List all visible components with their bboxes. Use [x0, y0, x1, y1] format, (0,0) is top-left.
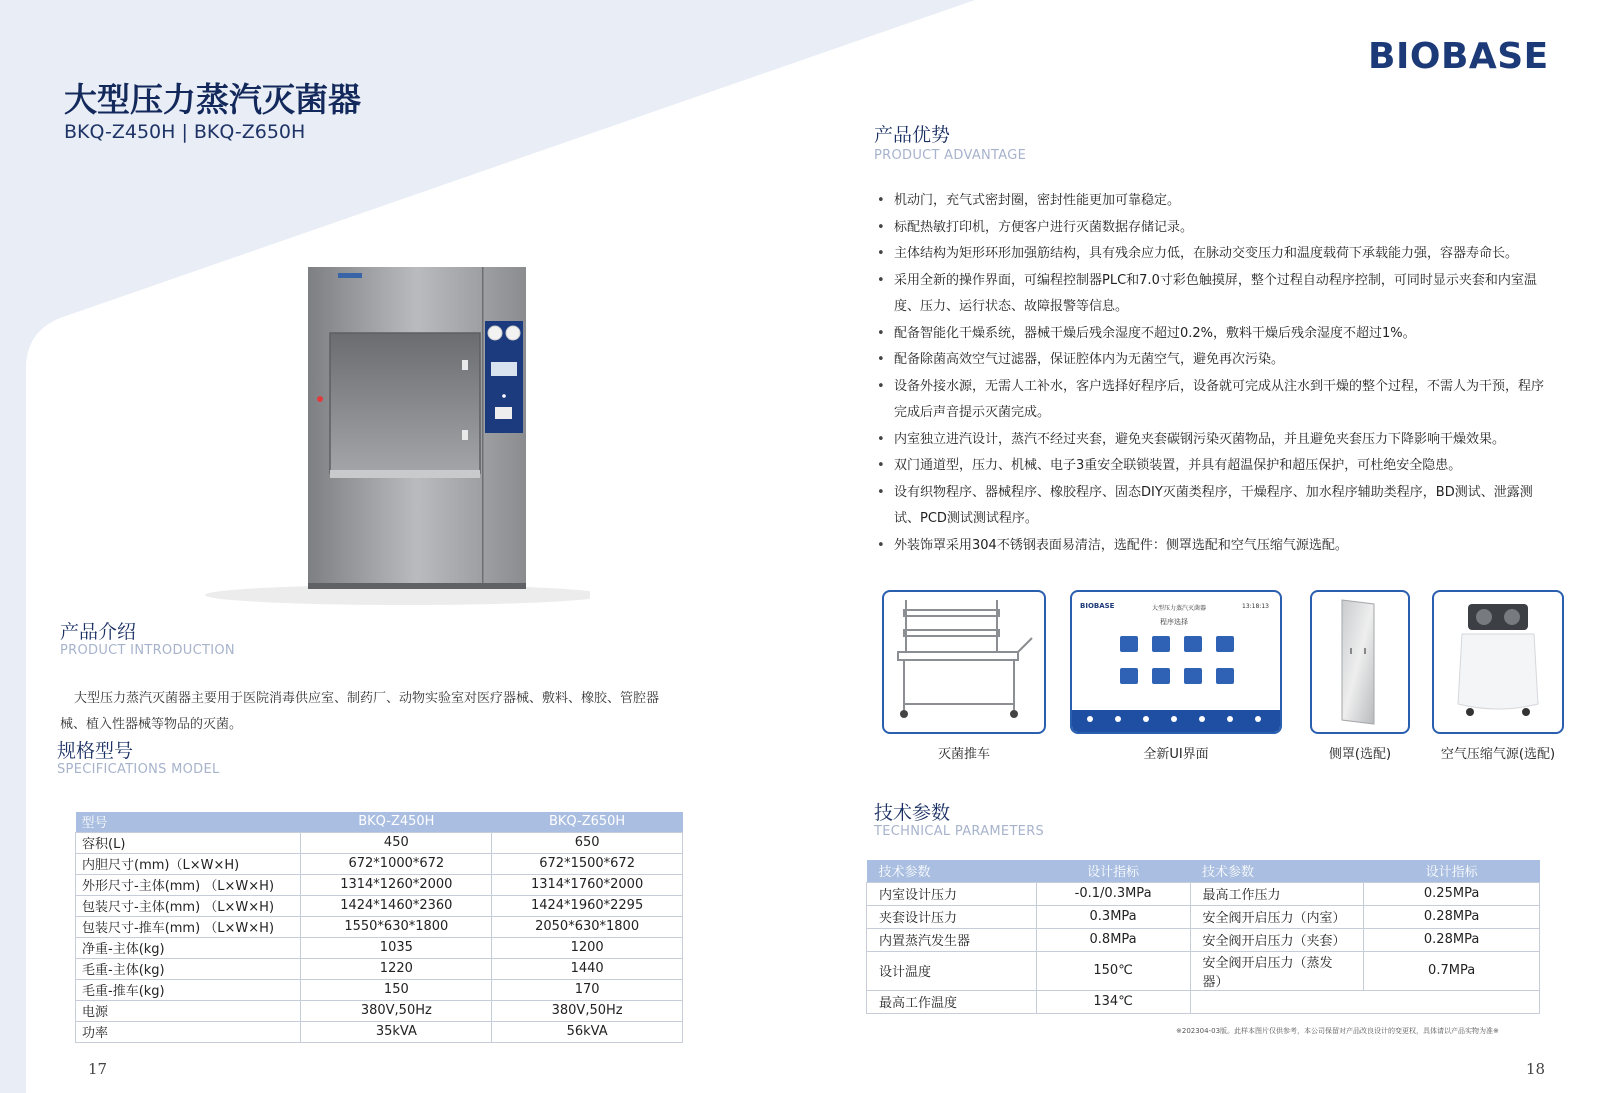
side-cover-card: [1310, 590, 1410, 734]
table-cell: 380V,50Hz: [301, 1000, 492, 1021]
table-cell: 安全阀开启压力（夹套）: [1190, 928, 1364, 951]
table-cell: 电源: [76, 1000, 301, 1021]
list-item: • 采用全新的操作界面，可编程控制器PLC和7.0寸彩色触摸屏，整个过程自动程序控制，可同时显示夹套和内室温度、压力、运行状态、故障报警等信息。: [874, 268, 1544, 321]
list-item: • 机动门，充气式密封圈，密封性能更加可靠稳定。: [874, 188, 1544, 215]
table-cell: 内胆尺寸(mm)（L×W×H): [76, 853, 301, 874]
ui-screen-card: [1070, 590, 1282, 734]
table-cell: -0.1/0.3MPa: [1036, 882, 1190, 905]
table-row: [76, 1021, 683, 1042]
tech-title: 技术参数: [874, 802, 951, 824]
table-row: [76, 937, 683, 958]
table-cell: 设计温度: [867, 951, 1037, 990]
table-cell-empty: [1190, 990, 1539, 1013]
table-row: [76, 916, 683, 937]
trolley-card: [882, 590, 1046, 734]
table-cell: 功率: [76, 1021, 301, 1042]
table-cell: 1314*1760*2000: [492, 874, 683, 895]
table-cell: 650: [492, 832, 683, 853]
table-cell: 夹套设计压力: [867, 905, 1037, 928]
tech-subtitle: TECHNICAL PARAMETERS: [874, 824, 1045, 839]
trolley-image: [884, 592, 1044, 732]
table-row: [867, 928, 1540, 951]
table-header-cell: 型号: [76, 812, 301, 832]
table-row: [76, 853, 683, 874]
ui-brand: BIOBASE: [1080, 602, 1115, 610]
specs-table: [75, 812, 683, 1043]
list-item: • 设有织物程序、器械程序、橡胶程序、固态DIY灭菌类程序，干燥程序、加水程序辅助类程序，BD测试、泄露测试、PCD测试测试程序。: [874, 480, 1544, 533]
table-cell: 1440: [492, 958, 683, 979]
table-cell: 1220: [301, 958, 492, 979]
side-cover-image: [1312, 592, 1408, 732]
list-item: • 设备外接水源，无需人工补水，客户选择好程序后，设备就可完成从注水到干燥的整个过程，不需人为干预，程序完成后声音提示灭菌完成。: [874, 374, 1544, 427]
table-cell: 170: [492, 979, 683, 1000]
table-cell: 150℃: [1036, 951, 1190, 990]
table-cell: 0.28MPa: [1364, 905, 1540, 928]
brand-logo: BIOBASE: [1368, 36, 1549, 77]
list-item: • 配备除菌高效空气过滤器，保证腔体内为无菌空气，避免再次污染。: [874, 347, 1544, 374]
list-item: • 配备智能化干燥系统，器械干燥后残余湿度不超过0.2%，敷料干燥后残余湿度不超过1%。: [874, 321, 1544, 348]
table-row: [76, 832, 683, 853]
table-cell: 134℃: [1036, 990, 1190, 1013]
table-cell: 1424*1460*2360: [301, 895, 492, 916]
table-cell: 毛重-主体(kg): [76, 958, 301, 979]
table-header-row: [76, 812, 683, 832]
table-cell: 1550*630*1800: [301, 916, 492, 937]
model-numbers: BKQ-Z450H | BKQ-Z650H: [64, 121, 306, 143]
sterilizer-image: [190, 265, 590, 615]
table-cell: 毛重-推车(kg): [76, 979, 301, 1000]
tech-table: [866, 860, 1540, 1014]
air-compressor-image: [1434, 592, 1562, 732]
table-cell: 安全阀开启压力（蒸发器）: [1190, 951, 1364, 990]
table-row: [76, 979, 683, 1000]
table-cell: 包装尺寸-推车(mm) （L×W×H): [76, 916, 301, 937]
list-item: • 外装饰罩采用304不锈钢表面易清洁，选配件：侧罩选配和空气压缩气源选配。: [874, 533, 1544, 560]
table-cell: 380V,50Hz: [492, 1000, 683, 1021]
page-number-left: 17: [88, 1060, 108, 1078]
table-row: [867, 951, 1540, 990]
table-cell: 1200: [492, 937, 683, 958]
page-number-right: 18: [1526, 1060, 1546, 1078]
table-cell: 450: [301, 832, 492, 853]
ui-time: 13:18:13: [1242, 603, 1269, 610]
table-cell: 672*1000*672: [301, 853, 492, 874]
table-cell: 35kVA: [301, 1021, 492, 1042]
table-row: [76, 895, 683, 916]
specs-subtitle: SPECIFICATIONS MODEL: [57, 762, 220, 777]
accessory-label-compressor: 空气压缩气源(选配): [1440, 747, 1556, 762]
table-cell: 安全阀开启压力（内室）: [1190, 905, 1364, 928]
table-header-cell: 设计指标: [1036, 860, 1190, 882]
list-item: • 主体结构为矩形环形加强筋结构，具有残余应力低，在脉动交变压力和温度载荷下承载能力强，容器寿命长。: [874, 241, 1544, 268]
table-cell: 672*1500*672: [492, 853, 683, 874]
table-cell: 0.8MPa: [1036, 928, 1190, 951]
page-title: 大型压力蒸汽灭菌器: [64, 80, 361, 119]
table-header-cell: BKQ-Z650H: [492, 812, 683, 832]
table-cell: 包装尺寸-主体(mm) （L×W×H): [76, 895, 301, 916]
list-item: • 内室独立进汽设计，蒸汽不经过夹套，避免夹套碳钢污染灭菌物品，并且避免夹套压力下降影响干燥效果。: [874, 427, 1544, 454]
table-cell: 0.25MPa: [1364, 882, 1540, 905]
intro-text: 大型压力蒸汽灭菌器主要用于医院消毒供应室、制药厂、动物实验室对医疗器械、敷料、橡胶、管腔器械、植入性器械等物品的灭菌。: [60, 691, 660, 732]
table-row: [867, 882, 1540, 905]
table-cell: 0.7MPa: [1364, 951, 1540, 990]
table-cell: 0.28MPa: [1364, 928, 1540, 951]
table-row: [76, 958, 683, 979]
specs-title: 规格型号: [57, 740, 134, 762]
table-cell: 56kVA: [492, 1021, 683, 1042]
list-item: • 标配热敏打印机，方便客户进行灭菌数据存储记录。: [874, 215, 1544, 242]
table-cell: 内室设计压力: [867, 882, 1037, 905]
table-header-cell: 技术参数: [867, 860, 1037, 882]
table-cell: 0.3MPa: [1036, 905, 1190, 928]
air-compressor-card: [1432, 590, 1564, 734]
ui-heading: 程序选择: [1160, 618, 1188, 626]
advantage-list: [874, 188, 1544, 559]
table-cell: 1035: [301, 937, 492, 958]
table-cell: 1424*1960*2295: [492, 895, 683, 916]
accessory-label-side-cover: 侧罩(选配): [1328, 747, 1392, 762]
accessory-label-trolley: 灭菌推车: [937, 747, 990, 762]
table-header-cell: BKQ-Z450H: [301, 812, 492, 832]
ui-program-grid: [1072, 628, 1280, 732]
intro-subtitle: PRODUCT INTRODUCTION: [60, 643, 235, 658]
intro-title: 产品介绍: [60, 621, 137, 643]
table-cell: 150: [301, 979, 492, 1000]
table-header-cell: 设计指标: [1364, 860, 1540, 882]
advantage-subtitle: PRODUCT ADVANTAGE: [874, 148, 1027, 163]
table-cell: 最高工作温度: [867, 990, 1037, 1013]
table-cell: 外形尺寸-主体(mm) （L×W×H): [76, 874, 301, 895]
table-row: [867, 990, 1540, 1013]
table-row: [76, 874, 683, 895]
table-cell: 最高工作压力: [1190, 882, 1364, 905]
list-item: • 双门通道型，压力、机械、电子3重安全联锁装置，并具有超温保护和超压保护，可杜绝安全隐患。: [874, 453, 1544, 480]
table-cell: 2050*630*1800: [492, 916, 683, 937]
table-row: [76, 1000, 683, 1021]
table-cell: 内置蒸汽发生器: [867, 928, 1037, 951]
ui-title: 大型压力蒸汽灭菌器: [1152, 605, 1207, 612]
footnote: ※202304-03版。此样本图片仅供参考，本公司保留对产品改良设计的变更权，具体请以产品实物为准※: [1176, 1027, 1499, 1035]
advantage-title: 产品优势: [874, 124, 951, 146]
accessory-label-ui: 全新UI界面: [1143, 747, 1209, 762]
table-cell: 1314*1260*2000: [301, 874, 492, 895]
table-cell: 净重-主体(kg): [76, 937, 301, 958]
table-header-cell: 技术参数: [1190, 860, 1364, 882]
table-cell: 容积(L): [76, 832, 301, 853]
table-row: [867, 905, 1540, 928]
table-header-row: [867, 860, 1540, 882]
